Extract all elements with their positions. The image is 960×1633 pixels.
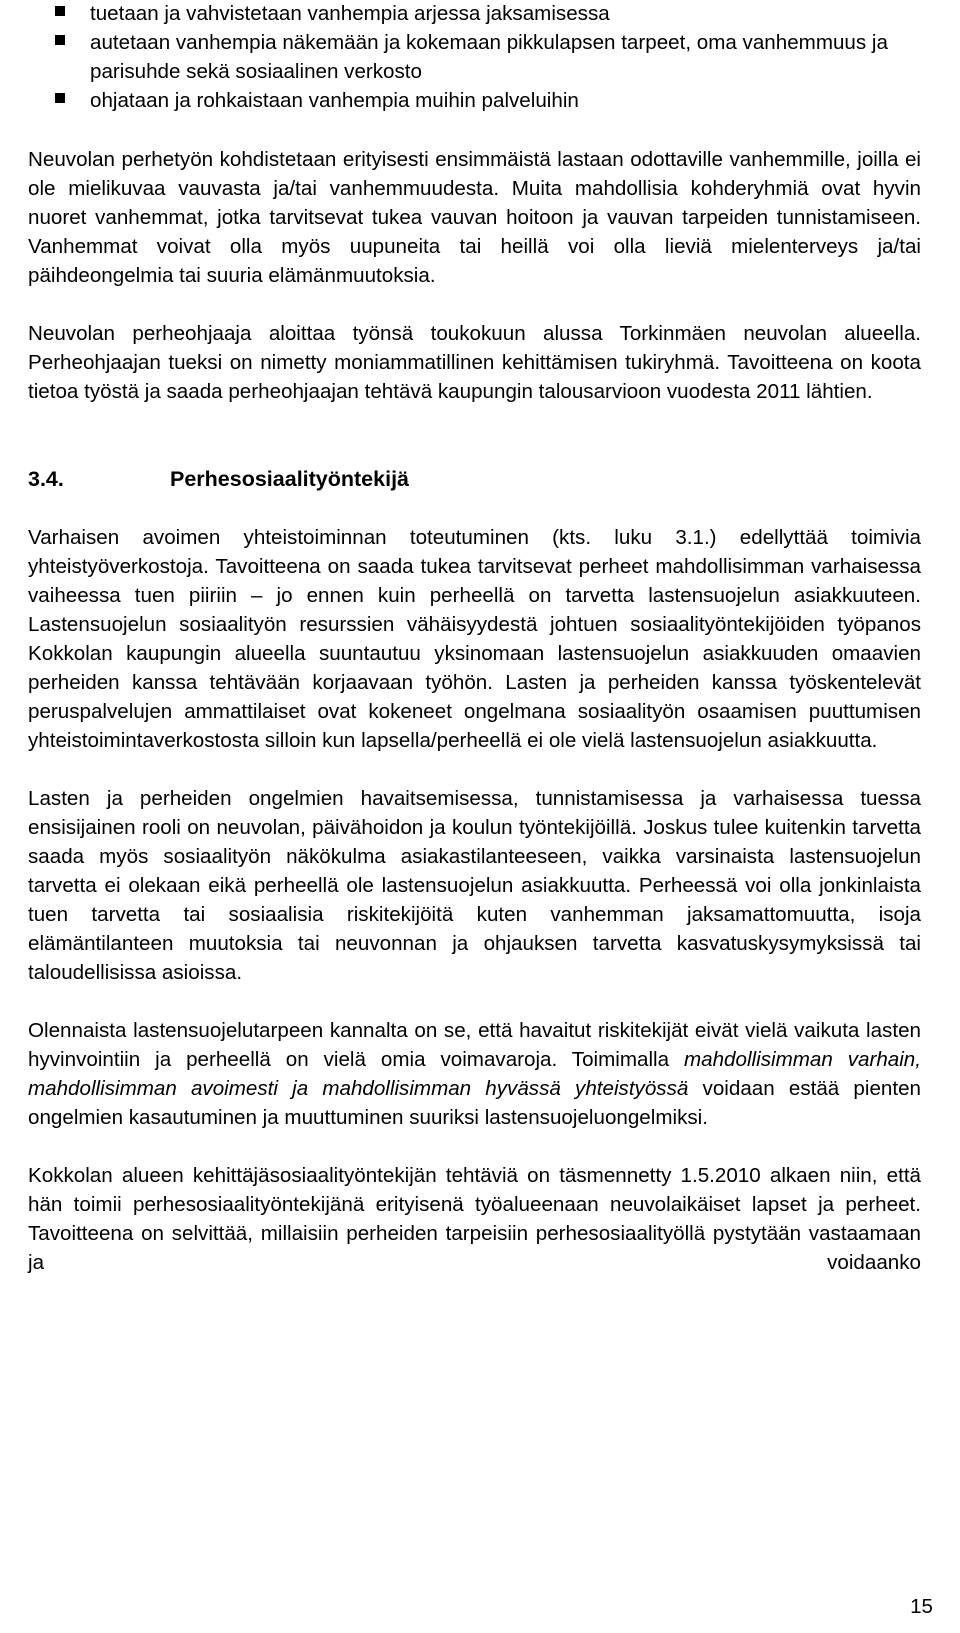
list-item-text: tuetaan ja vahvistetaan vanhempia arjessa jaksamisessa	[90, 2, 610, 25]
square-bullet-icon	[55, 35, 65, 45]
paragraph: Kokkolan alueen kehittäjäsosiaalityöntekijän tehtäviä on täsmennetty 1.5.2010 alkaen niin, että hän toimii perhesosiaalityöntekijänä erityisenä työalueenaan neuvolaikäiset lapset ja perheet. Tavoitteena on selvittää, millaisiin perheiden tarpeisiin perhesosiaalityöllä pystytään vastaamaan ja voidaanko	[28, 1164, 921, 1274]
list-item-text: autetaan vanhempia näkemään ja kokemaan pikkulapsen tarpeet, oma vanhemmuus ja parisuhde sekä sosiaalinen verkosto	[90, 31, 888, 83]
section-heading	[28, 465, 921, 494]
section-title: Perhesosiaalityöntekijä	[170, 467, 409, 491]
square-bullet-icon	[55, 93, 65, 103]
bullet-list	[28, 0, 921, 115]
emphasized-text: mahdollisimman varhain, mahdollisimman avoimesti ja mahdollisimman hyvässä yhteistyössä	[28, 1048, 921, 1100]
list-item	[28, 28, 921, 86]
list-item-text: ohjataan ja rohkaistaan vanhempia muihin palveluihin	[90, 89, 579, 112]
paragraph: Neuvolan perhetyön kohdistetaan erityisesti ensimmäistä lastaan odottaville vanhemmille, joilla ei ole mielikuvaa vauvasta ja/tai vanhemmuudesta. Muita mahdollisia kohderyhmiä ovat hyvin nuoret vanhemmat, jotka tarvitsevat tukea vauvan hoitoon ja vauvan tarpeiden tunnistamiseen. Vanhemmat voivat olla myös uupuneita tai heillä voi olla lieviä mielenterveys ja/tai päihdeongelmia tai suuria elämänmuutoksia.	[28, 148, 921, 287]
paragraph	[28, 1016, 921, 1132]
section-number: 3.4.	[28, 467, 64, 491]
square-bullet-icon	[55, 6, 65, 16]
list-item	[28, 86, 921, 115]
paragraph-text: voidaan estää pienten ongelmien kasautuminen ja muuttuminen suuriksi lastensuojeluongelmiksi.	[28, 1077, 921, 1129]
list-item	[28, 0, 921, 28]
paragraph-text: Olennaista lastensuojelutarpeen kannalta on se, että havaitut riskitekijät eivät vielä vaikuta lasten hyvinvointiin ja perheellä on vielä omia voimavaroja. Toimimalla	[28, 1019, 921, 1071]
page-number: 15	[910, 1595, 933, 1618]
paragraph: Varhaisen avoimen yhteistoiminnan toteutuminen (kts. luku 3.1.) edellyttää toimivia yhteistyöverkostoja. Tavoitteena on saada tukea tarvitsevat perheet mahdollisimman varhaisessa vaiheessa tuen piiriin – jo ennen kuin perheellä on tarvetta lastensuojelun asiakkuuteen. Lastensuojelun sosiaalityön resurssien vähäisyydestä johtuen sosiaalityöntekijöiden työpanos Kokkolan kaupungin alueella suuntautuu yksinomaan lastensuojelun asiakkuuden omaavien perheiden kanssa tehtävään korjaavaan työhön. Lasten ja perheiden kanssa työskentelevät peruspalvelujen ammattilaiset ovat kokeneet ongelmana sosiaalityön osaamisen puuttumisen yhteistoimintaverkostosta silloin kun lapsella/perheellä ei ole vielä lastensuojelun asiakkuutta.	[28, 526, 921, 752]
paragraph: Neuvolan perheohjaaja aloittaa työnsä toukokuun alussa Torkinmäen neuvolan alueella. Perheohjaajan tueksi on nimetty moniammatillinen kehittämisen tukiryhmä. Tavoitteena on koota tietoa työstä ja saada perheohjaajan tehtävä kaupungin talousarvioon vuodesta 2011 lähtien.	[28, 322, 921, 403]
paragraph: Lasten ja perheiden ongelmien havaitsemisessa, tunnistamisessa ja varhaisessa tuessa ensisijainen rooli on neuvolan, päivähoidon ja koulun työntekijöillä. Joskus tulee kuitenkin tarvetta saada myös sosiaalityön näkökulma asiakastilanteeseen, vaikka varsinaista lastensuojelun tarvetta ei olekaan eikä perheellä ole lastensuojelun asiakkuutta. Perheessä voi olla jonkinlaista tuen tarvetta tai sosiaalisia riskitekijöitä kuten vanhemman jaksamattomuutta, isoja elämäntilanteen muutoksia tai neuvonnan ja ohjauksen tarvetta kasvatuskysymyksissä tai taloudellisissa asioissa.	[28, 787, 921, 984]
document-page	[28, 0, 921, 1277]
